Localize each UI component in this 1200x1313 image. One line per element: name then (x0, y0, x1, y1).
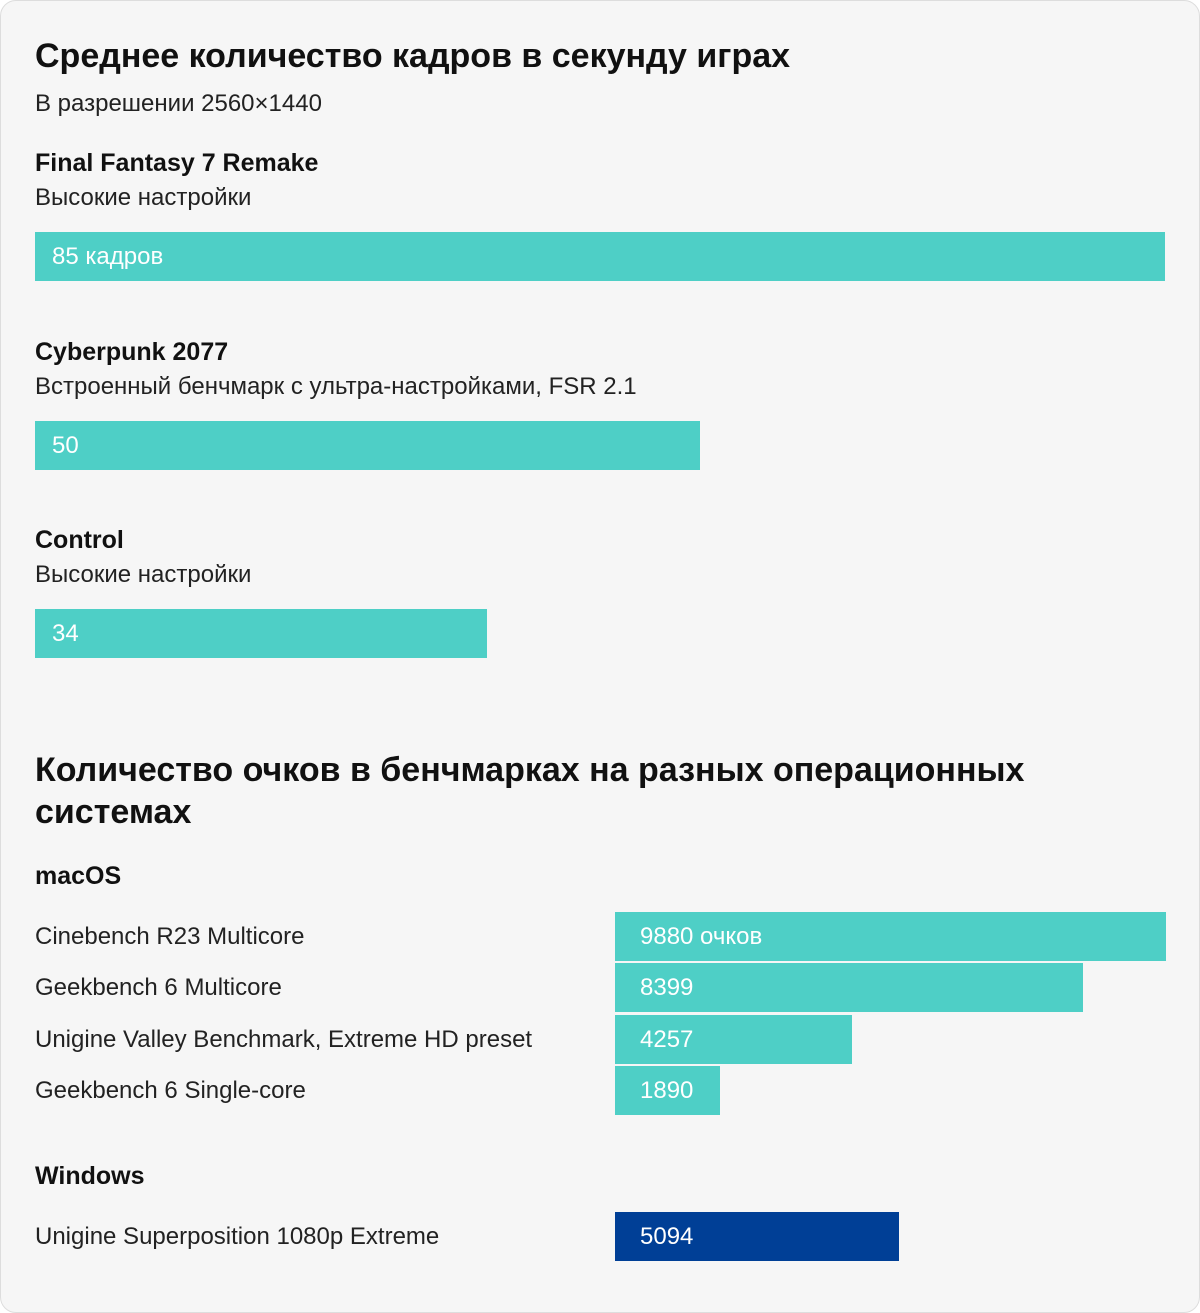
game-title-control: Control (35, 526, 124, 554)
bench-label-unigine-valley: Unigine Valley Benchmark, Extreme HD preset (35, 1026, 533, 1053)
fps-bar-label-cyberpunk: 50 (52, 432, 79, 459)
game-setting-control: Высокие настройки (35, 561, 252, 588)
bench-bar-label-geekbench-multi: 8399 (640, 974, 694, 1001)
bench-label-geekbench-single: Geekbench 6 Single-core (35, 1077, 306, 1104)
fps-bar-control (35, 609, 487, 658)
game-title-cyberpunk: Cyberpunk 2077 (35, 338, 229, 366)
os-label-macos: macOS (35, 862, 122, 890)
bench-label-cinebench-multi: Cinebench R23 Multicore (35, 923, 305, 950)
os-label-windows: Windows (35, 1162, 145, 1190)
bench-bar-geekbench-multi (615, 963, 1083, 1012)
bench-bar-label-unigine-superposition: 5094 (640, 1223, 694, 1250)
fps-bar-cyberpunk (35, 421, 700, 470)
fps-chart-subtitle: В разрешении 2560×1440 (35, 90, 322, 117)
game-title-ff7: Final Fantasy 7 Remake (35, 149, 319, 177)
bench-label-unigine-superposition: Unigine Superposition 1080p Extreme (35, 1223, 440, 1250)
bench-bar-label-unigine-valley: 4257 (640, 1026, 694, 1053)
bench-bar-geekbench-single (615, 1066, 720, 1115)
game-setting-cyberpunk: Встроенный бенчмарк с ультра-настройками, FSR 2.1 (35, 373, 637, 400)
bench-bar-cinebench-multi (615, 912, 1166, 961)
bench-chart-title: Количество очков в бенчмарках на разных операционных системах (35, 751, 1025, 831)
bench-bar-unigine-valley (615, 1015, 852, 1064)
bench-bar-label-cinebench-multi: 9880 очков (640, 923, 763, 950)
bench-bar-label-geekbench-single: 1890 (640, 1077, 694, 1104)
bench-label-geekbench-multi: Geekbench 6 Multicore (35, 974, 282, 1001)
game-setting-ff7: Высокие настройки (35, 184, 252, 211)
bench-bar-unigine-superposition (615, 1212, 899, 1261)
fps-bar-label-control: 34 (52, 620, 79, 647)
fps-chart-title: Среднее количество кадров в секунду играх (35, 37, 791, 75)
fps-bar-ff7 (35, 232, 1165, 281)
fps-bar-label-ff7: 85 кадров (52, 243, 164, 270)
